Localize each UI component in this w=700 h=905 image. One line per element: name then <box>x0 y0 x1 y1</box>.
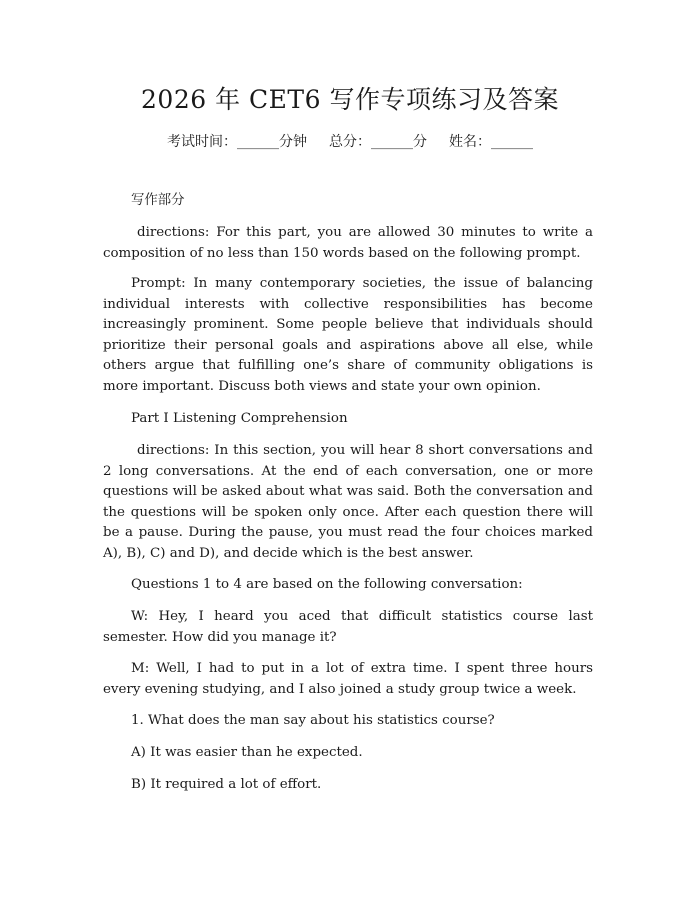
page-title: 2026 年 CET6 写作专项练习及答案 <box>141 85 559 114</box>
option-b: B) It required a lot of effort. <box>131 777 322 792</box>
writing-directions: directions: For this part, you are allowed 30 minutes to write a composition of no less than 150 words based on the following prompt. <box>103 225 593 261</box>
listening-directions: directions: In this section, you will hear 8 short conversations and 2 long conversations. At the end of each conversation, one or more questions will be asked about what was said. Both the conversation and the questions will be spoken only once. After each question there will be a pause. During the pause, you must read the four choices marked A), B), C) and D), and decide which is the best answer. <box>103 443 593 561</box>
exam-time-label: 考试时间：______分钟 <box>167 134 307 150</box>
section-heading-writing: 写作部分 <box>131 193 185 208</box>
writing-prompt: Prompt: In many contemporary societies, the issue of balancing individual interests with collective responsibilities has become increasingly prominent. Some people believe that individuals should prioritize their personal goals and aspirations above all else, while others argue that fulfilling one’s share of community obligations is more important. Discuss both views and state your own opinion. <box>103 276 593 394</box>
dialogue-woman: W: Hey, I heard you aced that difficult statistics course last semester. How did you manage it? <box>103 609 593 645</box>
total-score-label: 总分：______分 <box>329 134 427 150</box>
option-a: A) It was easier than he expected. <box>131 745 363 760</box>
exam-info-line <box>0 132 700 152</box>
question-1: 1. What does the man say about his statistics course? <box>131 713 495 728</box>
questions-intro: Questions 1 to 4 are based on the following conversation: <box>131 577 523 592</box>
name-label: 姓名：______ <box>449 134 533 150</box>
part-one-heading: Part I Listening Comprehension <box>131 411 348 426</box>
dialogue-man: M: Well, I had to put in a lot of extra time. I spent three hours every evening studying, and I also joined a study group twice a week. <box>103 661 593 697</box>
